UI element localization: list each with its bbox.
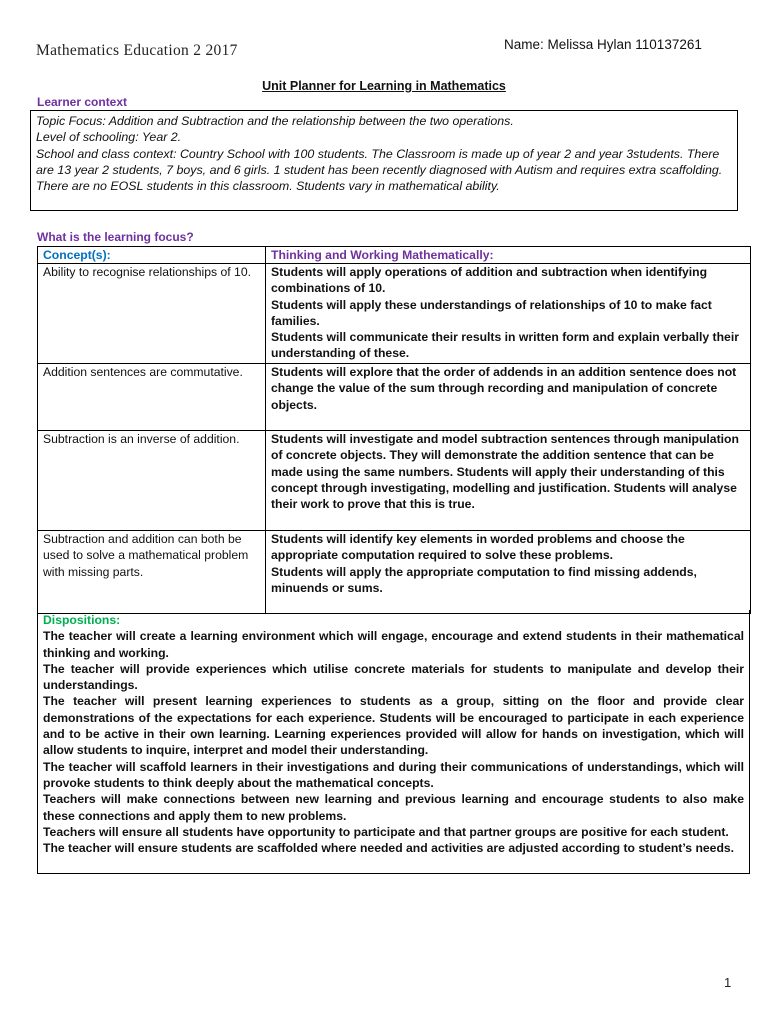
dispositions-title: Dispositions: <box>43 613 121 627</box>
thinking-item: Students will explore that the order of addends in an addition sentence does not change the value of the sum through recording and manipulation of concrete objects. <box>271 365 737 412</box>
thinking-cell <box>266 264 751 364</box>
table-row <box>38 264 751 364</box>
learner-context-box <box>30 110 738 211</box>
disposition-item: The teacher will provide experiences which utilise concrete materials for students to manipulate and develop their understandings. <box>43 661 744 693</box>
table-row <box>38 531 751 614</box>
concepts-header: Concept(s): <box>38 247 266 264</box>
disposition-item: The teacher will create a learning environment which will engage, encourage and extend students in their mathematical thinking and working. <box>43 629 744 660</box>
disposition-item: The teacher will scaffold learners in their investigations and during their communications of understandings, which will provoke students to think deeply about the mathematical concepts. <box>43 759 744 790</box>
table-header-row <box>38 247 751 264</box>
learning-focus-label: What is the learning focus? <box>37 230 194 244</box>
learning-focus-table <box>37 246 751 614</box>
page-title: Unit Planner for Learning in Mathematics <box>262 79 506 93</box>
table-row <box>38 431 751 531</box>
thinking-item: Students will investigate and model subtraction sentences through manipulation of concrete objects. They will demonstrate the addition sentence that can be made using the same numbers. Students will apply their understanding of this concept through investigating, modelling and justification. Students will analyse their work to prove that this is true. <box>271 432 739 512</box>
course-header: Mathematics Education 2 2017 <box>36 42 238 59</box>
thinking-cell <box>266 364 751 431</box>
disposition-item: Teachers will ensure all students have opportunity to participate and that partner groups are positive for each student. <box>43 824 729 839</box>
dispositions-box <box>37 610 750 874</box>
disposition-item: Teachers will make connections between new learning and previous learning and encourage students to also make these connections and apply them to new problems. <box>43 792 744 823</box>
thinking-item: Students will apply operations of addition and subtraction when identifying combinations of 10. <box>271 265 708 296</box>
thinking-item: Students will apply these understandings of relationships of 10 to make fact families. <box>271 297 712 328</box>
concept-cell: Ability to recognise relationships of 10. <box>38 264 266 364</box>
context-level-of-schooling: Level of schooling: Year 2. <box>36 130 182 145</box>
concept-cell: Addition sentences are commutative. <box>38 364 266 431</box>
thinking-cell <box>266 431 751 531</box>
page-number: 1 <box>724 975 732 990</box>
concept-cell: Subtraction and addition can both be used to solve a mathematical problem with missing parts. <box>38 531 266 614</box>
thinking-header: Thinking and Working Mathematically: <box>266 247 751 264</box>
thinking-item: Students will communicate their results in written form and explain verbally their understanding of these. <box>271 330 739 361</box>
thinking-cell <box>266 531 751 614</box>
table-row <box>38 364 751 431</box>
context-school-class: School and class context: Country School with 100 students. The Classroom is made up of year 2 and year 3students. There are 13 year 2 students, 7 boys, and 6 girls. 1 student has been recently diagnosed with Autism and requires extra scaffolding. There are no EOSL students in this classroom. Students vary in mathematical ability. <box>36 146 723 194</box>
context-topic-focus: Topic Focus: Addition and Subtraction and the relationship between the two operations. <box>36 114 514 128</box>
thinking-item: Students will identify key elements in worded problems and choose the appropriate computation required to solve these problems. <box>271 532 685 563</box>
learner-context-label: Learner context <box>37 95 128 109</box>
thinking-item: Students will apply the appropriate computation to find missing addends, minuends or sums. <box>271 564 697 595</box>
concept-cell: Subtraction is an inverse of addition. <box>38 431 266 531</box>
disposition-item: The teacher will present learning experiences to students as a group, sitting on the floor and provide clear demonstrations of the expectations for each experience. Students will be encouraged to participate in each experience and to be active in their own learning. Learning experiences provided will allow for hands on investigation, which will allow students to inquire, interpret and model their understanding. <box>43 694 744 758</box>
disposition-item: The teacher will ensure students are scaffolded where needed and activities are adjusted according to student’s needs. <box>43 841 735 856</box>
student-name: Name: Melissa Hylan 110137261 <box>504 37 702 52</box>
